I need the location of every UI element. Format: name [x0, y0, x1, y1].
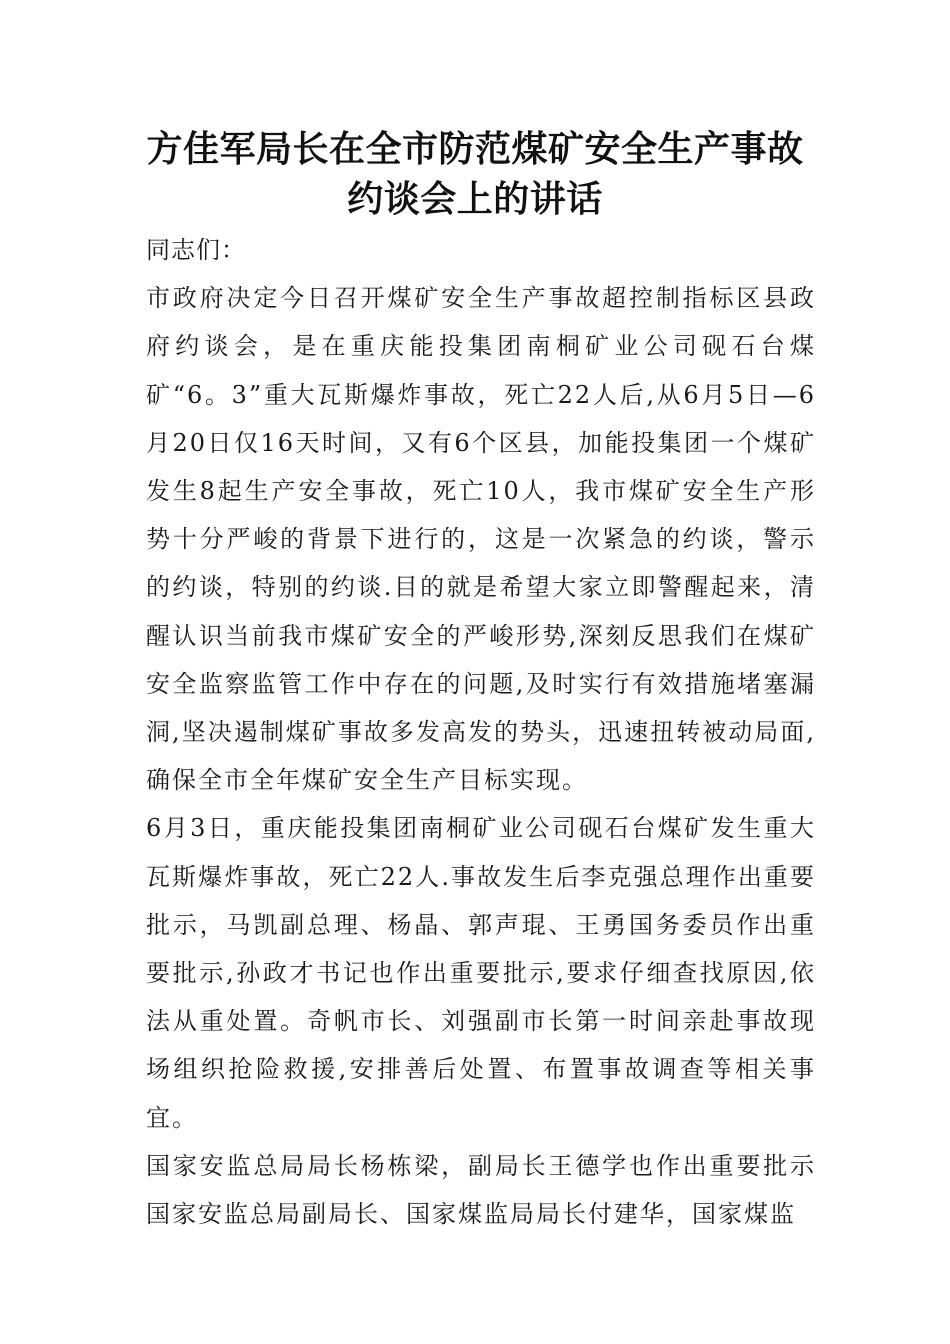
title-line-1: 方佳军局长在全市防范煤矿安全生产事故	[146, 128, 804, 170]
title-line-2: 约谈会上的讲话	[347, 178, 603, 220]
document-title	[100, 124, 850, 224]
salutation: 同志们：	[146, 236, 246, 264]
document-body	[146, 226, 816, 1238]
paragraph-1: 市政府决定今日召开煤矿安全生产事故超控制指标区县政府约谈会，是在重庆能投集团南桐矿业公司砚石台煤矿“6。3”重大瓦斯爆炸事故，死亡22人后,从6月5日—6月20日仅16天时间，又有6个区县，加能投集团一个煤矿发生8起生产安全事故，死亡10人，我市煤矿安全生产形势十分严峻的背景下进行的，这是一次紧急的约谈，警示的约谈，特别的约谈.目的就是希望大家立即警醒起来，清醒认识当前我市煤矿安全的严峻形势,深刻反思我们在煤矿安全监察监管工作中存在的问题,及时实行有效措施堵塞漏洞,坚决遏制煤矿事故多发高发的势头，迅速扭转被动局面,确保全市全年煤矿安全生产目标实现。	[146, 284, 816, 795]
paragraph-3: 国家安监总局局长杨栋梁，副局长王德学也作出重要批示国家安监总局副局长、国家煤监局局长付建华，国家煤监	[146, 1151, 816, 1229]
paragraph-2: 6月3日，重庆能投集团南桐矿业公司砚石台煤矿发生重大瓦斯爆炸事故，死亡22人.事故发生后李克强总理作出重要批示，马凯副总理、杨晶、郭声琨、王勇国务委员作出重要批示,孙政才书记也作出重要批示,要求仔细查找原因,依法从重处置。奇帆市长、刘强副市长第一时间亲赴事故现场组织抢险救援,安排善后处置、布置事故调查等相关事宜。	[146, 814, 816, 1132]
